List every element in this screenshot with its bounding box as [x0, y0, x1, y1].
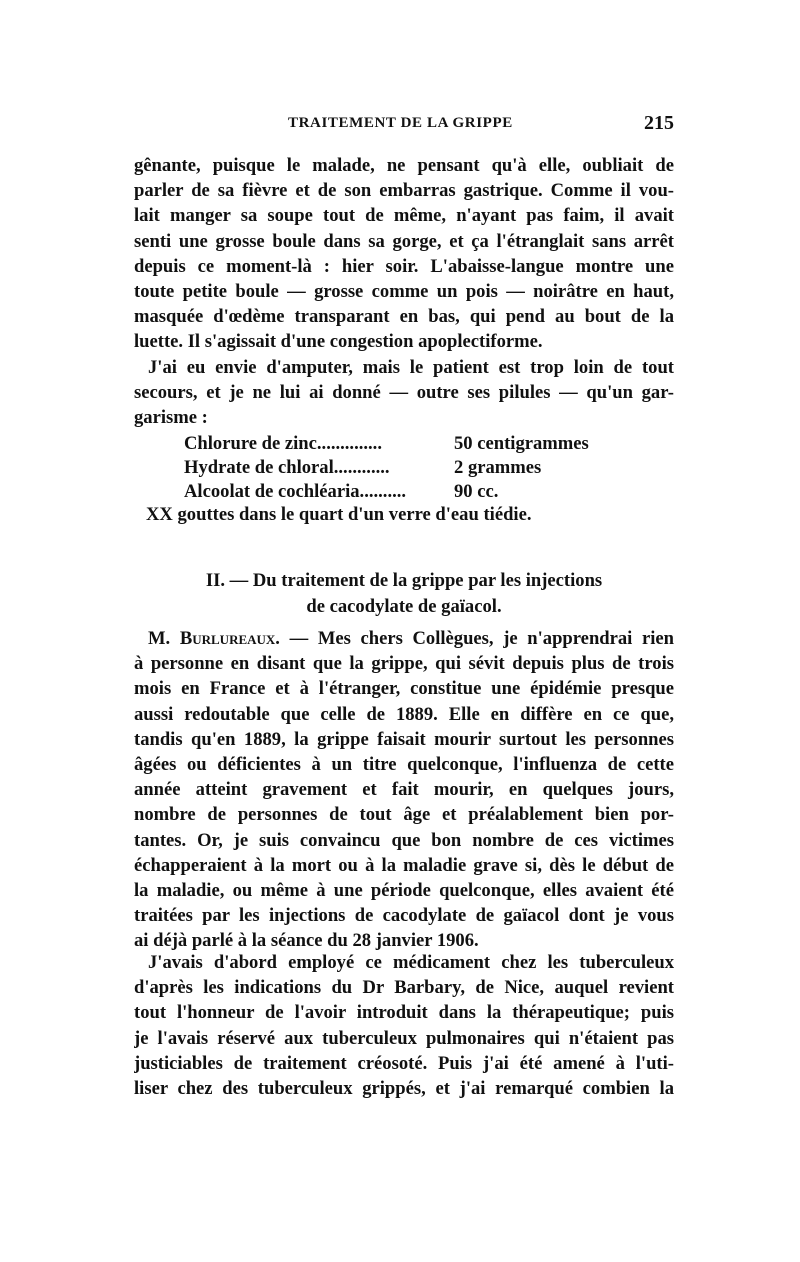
text-line: lait manger sa soupe tout de même, n'ayant pas faim, il avait — [134, 205, 674, 227]
text-line: année atteint gravement et fait mourir, en quelques jours, — [134, 779, 674, 801]
text-line: mois en France et à l'étranger, constitue une épidémie presque — [134, 678, 674, 700]
paragraph-burlureaux — [134, 626, 674, 953]
ingredient-name: Chlorure de zinc.............. — [184, 433, 382, 454]
text-line: J'ai eu envie d'amputer, mais le patient est trop loin de tout — [148, 356, 674, 378]
text-line: tantes. Or, je suis convaincu que bon nombre de ces victimes — [134, 829, 674, 851]
formula-row — [184, 456, 644, 480]
text-line: secours, et je ne lui ai donné — outre ses pilules — qu'un gar- — [134, 381, 674, 403]
text-line: toute petite boule — grosse comme un pois — noirâtre en haut, — [134, 280, 674, 302]
formula-row — [184, 432, 644, 456]
text-line: liser chez des tuberculeux grippés, et j'ai remarqué combien la — [134, 1077, 674, 1099]
ingredient-dose: 50 centigrammes — [454, 433, 589, 454]
paragraph-continuation — [134, 153, 674, 430]
text-line: à personne en disant que la grippe, qui sévit depuis plus de trois — [134, 653, 674, 675]
text-line: ai déjà parlé à la séance du 28 janvier 1906. — [134, 930, 479, 952]
running-title: TRAITEMENT DE LA GRIPPE — [288, 115, 513, 131]
text-line: garisme : — [134, 406, 208, 428]
text-line — [134, 626, 674, 651]
text-line: âgées ou déficientes à un titre quelconque, l'influenza de cette — [134, 753, 674, 775]
ingredient-dose: 2 grammes — [454, 457, 542, 478]
text-line: je l'avais réservé aux tuberculeux pulmonaires qui n'étaient pas — [134, 1027, 674, 1049]
text-line: J'avais d'abord employé ce médicament chez les tuberculeux — [148, 952, 674, 973]
text-line: échapperaient à la mort ou à la maladie grave si, dès le début de — [134, 854, 674, 876]
text-line: la maladie, ou même à une période quelconque, elles avaient été — [134, 879, 674, 901]
text-line: senti une grosse boule dans sa gorge, et ça l'étranglait sans arrêt — [134, 230, 674, 252]
section-heading — [134, 568, 674, 620]
text-line: aussi redoutable que celle de 1889. Elle en diffère en ce que, — [134, 703, 674, 725]
text-line: nombre de personnes de tout âge et préalablement bien por- — [134, 804, 674, 826]
formula-row — [184, 480, 644, 504]
text-line: depuis ce moment-là : hier soir. L'abaisse-langue montre une — [134, 255, 674, 277]
ingredient-dose: 90 cc. — [454, 481, 499, 502]
text-line: masquée d'œdème transparant en bas, qui pend au bout de la — [134, 306, 674, 328]
running-head — [134, 112, 674, 139]
section-heading-line: de cacodylate de gaïacol. — [306, 596, 502, 617]
page-number: 215 — [644, 112, 674, 134]
text-line: parler de sa fièvre et de son embarras gastrique. Comme il vou- — [134, 180, 674, 202]
paragraph-cacodylate — [134, 950, 674, 1101]
text-line: luette. Il s'agissait d'une congestion apoplectiforme. — [134, 331, 543, 353]
speaker-name: M. Burlureaux. — [148, 628, 280, 649]
section-heading-line: II. — Du traitement de la grippe par les injections — [205, 570, 603, 591]
ingredient-name: Alcoolat de cochléaria.......... — [184, 481, 407, 502]
ingredient-name: Hydrate de chloral............ — [184, 457, 390, 478]
text-line: tandis qu'en 1889, la grippe faisait mourir surtout les personnes — [134, 728, 674, 750]
text-line: gênante, puisque le malade, ne pensant qu'à elle, oubliait de — [134, 155, 674, 176]
text-line: tout l'honneur de l'avoir introduit dans la thérapeutique; puis — [134, 1002, 674, 1024]
text-line: d'après les indications du Dr Barbary, de Nice, auquel revient — [134, 977, 674, 999]
text-line: traitées par les injections de cacodylate de gaïacol dont je vous — [134, 905, 674, 927]
dosage-instruction: XX gouttes dans le quart d'un verre d'eau tiédie. — [146, 504, 532, 525]
prescription-formula — [184, 432, 644, 504]
text-fragment: — Mes chers Collègues, je n'apprendrai rien — [289, 628, 674, 649]
text-line: justiciables de traitement créosoté. Puis j'ai été amené à l'uti- — [134, 1052, 674, 1074]
